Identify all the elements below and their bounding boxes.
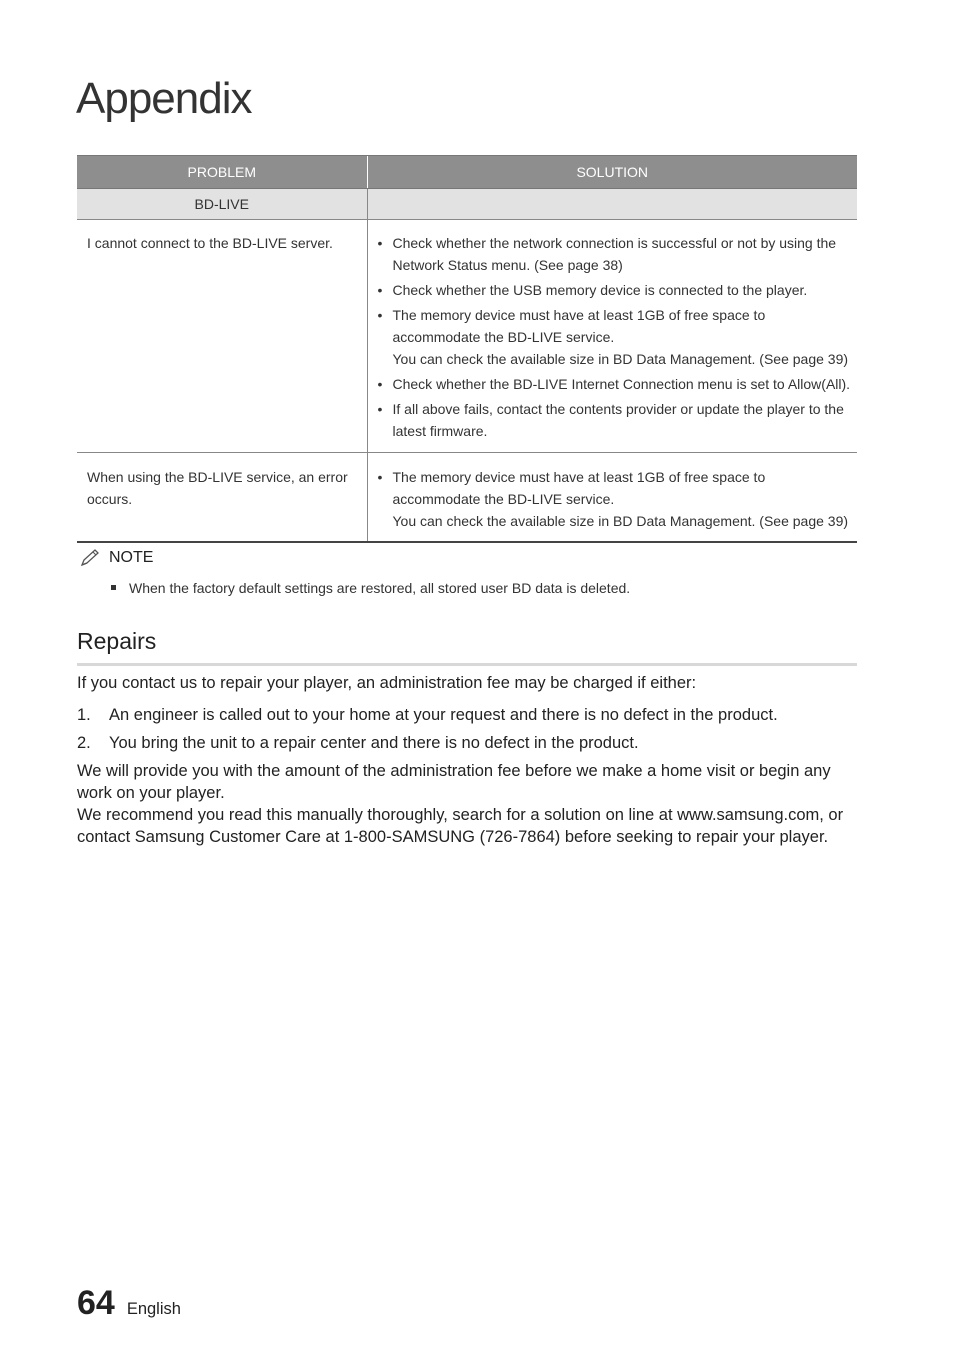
- solution-text: Check whether the USB memory device is connected to the player.: [392, 282, 808, 298]
- page-title: Appendix: [76, 74, 252, 123]
- repairs-paragraph: We will provide you with the amount of the administration fee before we make a home visit or begin any work on your player.: [77, 762, 831, 802]
- step-number: 2.: [77, 734, 91, 752]
- language-label: English: [126, 1300, 181, 1318]
- solution-cell: [367, 220, 857, 453]
- page-footer: [77, 1284, 181, 1323]
- note-label: NOTE: [109, 549, 154, 566]
- step-text: You bring the unit to a repair center and there is no defect in the product.: [109, 734, 639, 752]
- solution-list: [376, 232, 854, 442]
- solution-text: If all above fails, contact the contents provider or update the player to the latest firmware.: [392, 401, 844, 439]
- problem-cell: When using the BD-LIVE service, an error occurs.: [77, 453, 367, 543]
- repairs-steps: [77, 704, 857, 760]
- section-label: BD-LIVE: [77, 189, 367, 220]
- solution-item: [376, 232, 854, 276]
- step-number: 1.: [77, 706, 91, 724]
- table-row: [77, 220, 857, 453]
- note-block: [79, 548, 859, 596]
- note-text: When the factory default settings are restored, all stored user BD data is deleted.: [129, 580, 631, 596]
- table-row: [77, 453, 857, 543]
- square-bullet-icon: [111, 585, 116, 590]
- solution-subtext: You can check the available size in BD Data Management. (See page 39): [392, 513, 849, 529]
- solution-item: [376, 466, 854, 532]
- solution-item: [376, 373, 854, 395]
- table-section-row: [77, 189, 857, 220]
- solution-text: The memory device must have at least 1GB of free space to accommodate the BD-LIVE service.: [392, 469, 766, 507]
- list-item: [77, 732, 857, 754]
- solution-subtext: You can check the available size in BD Data Management. (See page 39): [392, 351, 849, 367]
- section-title-repairs: Repairs: [77, 628, 857, 666]
- solution-text: The memory device must have at least 1GB of free space to accommodate the BD-LIVE service.: [392, 307, 766, 345]
- repairs-intro: If you contact us to repair your player, an administration fee may be charged if either:: [77, 674, 697, 692]
- step-text: An engineer is called out to your home at your request and there is no defect in the product.: [109, 706, 778, 724]
- list-item: [77, 704, 857, 726]
- pencil-icon: [79, 548, 101, 568]
- note-item: [79, 580, 859, 596]
- repairs-paragraph: We recommend you read this manually thoroughly, search for a solution on line at www.samsung.com, or contact Samsung Customer Care at 1-800-SAMSUNG (726-7864) before seeking to repair your player.: [77, 806, 844, 846]
- section-empty-cell: [367, 189, 857, 220]
- solution-text: Check whether the BD-LIVE Internet Connection menu is set to Allow(All).: [392, 376, 851, 392]
- column-header-problem: PROBLEM: [77, 156, 367, 189]
- solution-list: [376, 466, 854, 532]
- solution-text: Check whether the network connection is successful or not by using the Network Status menu. (See page 38): [392, 235, 837, 273]
- page-number: 64: [77, 1284, 115, 1322]
- table-header-row: [77, 156, 857, 189]
- solution-item: [376, 398, 854, 442]
- note-header: [79, 548, 859, 568]
- problem-cell: I cannot connect to the BD-LIVE server.: [77, 220, 367, 453]
- troubleshooting-table: [77, 155, 857, 543]
- repairs-body: [77, 760, 857, 848]
- solution-cell: [367, 453, 857, 543]
- column-header-solution: SOLUTION: [367, 156, 857, 189]
- solution-item: [376, 279, 854, 301]
- solution-item: [376, 304, 854, 370]
